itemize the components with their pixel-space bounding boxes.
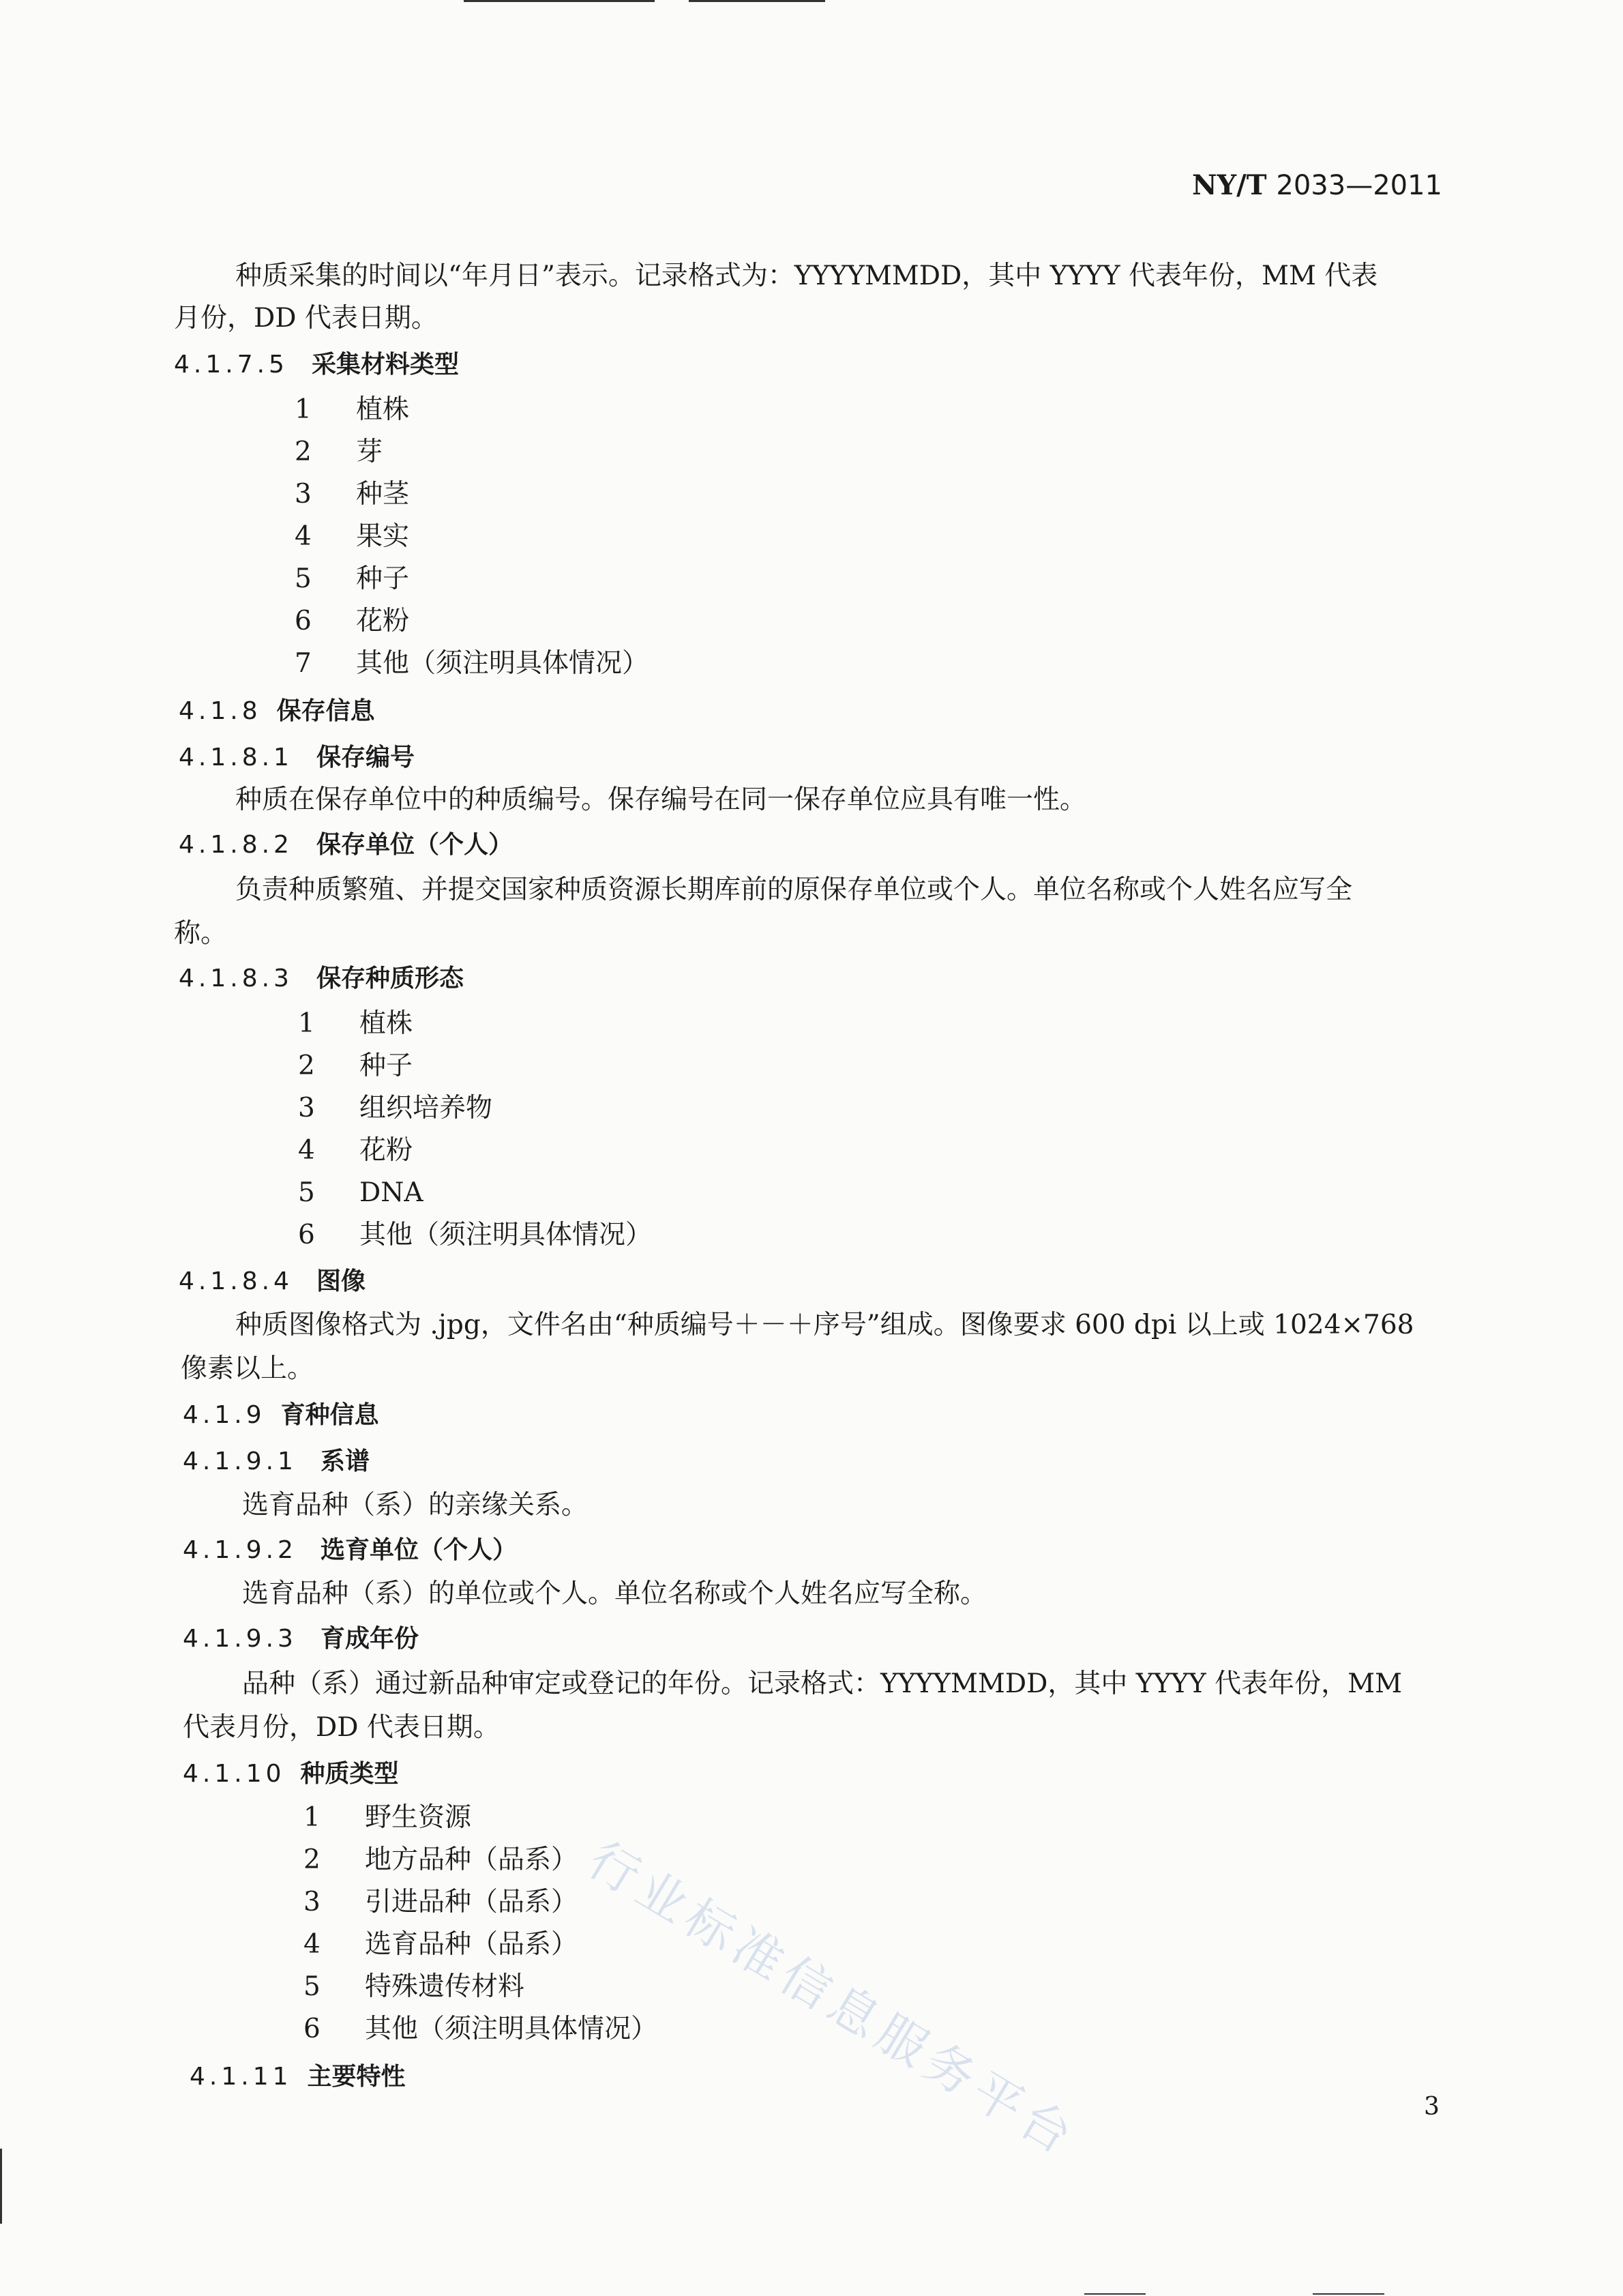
section-heading: 4.1.9.1 系谱: [183, 1447, 370, 1475]
body-text: 选育品种（系）的单位或个人。单位名称或个人姓名应写全称。: [242, 1578, 987, 1609]
body-text: 种质在保存单位中的种质编号。保存编号在同一保存单位应具有唯一性。: [235, 784, 1087, 815]
section-heading: 4.1.9.3 育成年份: [183, 1625, 419, 1653]
section-heading: 4.1.8.2 保存单位（个人）: [179, 831, 513, 859]
body-text: 种质采集的时间以“年月日”表示。记录格式为：YYYYMMDD，其中 YYYY 代表年份，MM 代表: [235, 261, 1378, 291]
section-heading: 4.1.8.4 图像: [179, 1267, 366, 1295]
body-text: 月份，DD 代表日期。: [174, 303, 438, 334]
section-heading: 4.1.8 保存信息: [179, 697, 375, 725]
section-heading: 4.1.9.2 选育单位（个人）: [183, 1536, 517, 1564]
scan-edge-mark: [464, 0, 655, 2]
section-heading: 4.1.11 主要特性: [190, 2063, 406, 2091]
scan-edge-mark: [1084, 2293, 1146, 2295]
list-item: 1 植株: [295, 394, 410, 425]
section-heading: 4.1.8.3 保存种质形态: [179, 965, 464, 992]
section-heading: 4.1.7.5 采集材料类型: [174, 351, 459, 379]
body-text: 负责种质繁殖、并提交国家种质资源长期库前的原保存单位或个人。单位名称或个人姓名应写全: [235, 874, 1353, 905]
section-heading: 4.1.8.1 保存编号: [179, 744, 415, 771]
list-item: 6 其他（须注明具体情况）: [298, 1220, 653, 1250]
list-item: 5 DNA: [298, 1177, 423, 1208]
list-item: 2 芽: [295, 437, 383, 467]
list-item: 2 地方品种（品系）: [303, 1844, 578, 1875]
list-item: 6 其他（须注明具体情况）: [303, 2014, 658, 2044]
body-text: 种质图像格式为 .jpg，文件名由“种质编号＋－＋序号”组成。图像要求 600 dpi 以上或 1024×768: [235, 1310, 1414, 1340]
standard-number: NY/T 2033—2011: [1191, 169, 1442, 201]
list-item: 2 种子: [298, 1050, 413, 1081]
list-item: 5 特殊遗传材料: [303, 1971, 525, 2002]
list-item: 4 果实: [295, 521, 410, 552]
list-item: 7 其他（须注明具体情况）: [295, 648, 649, 679]
list-item: 3 种茎: [295, 479, 410, 510]
body-text: 选育品种（系）的亲缘关系。: [242, 1490, 589, 1520]
list-item: 4 花粉: [298, 1135, 413, 1166]
section-heading: 4.1.9 育种信息: [183, 1401, 379, 1429]
list-item: 3 组织培养物: [298, 1093, 493, 1123]
list-item: 6 花粉: [295, 606, 410, 636]
body-text: 称。: [174, 918, 228, 949]
scan-edge-mark: [689, 0, 825, 2]
watermark-text: 行业标准信息服务平台: [578, 1830, 1088, 2168]
scan-edge-mark: [1313, 2293, 1384, 2295]
body-text: 像素以上。: [181, 1353, 314, 1384]
list-item: 4 选育品种（品系）: [303, 1929, 578, 1960]
section-heading: 4.1.10 种质类型: [183, 1760, 399, 1788]
body-text: 品种（系）通过新品种审定或登记的年份。记录格式：YYYYMMDD，其中 YYYY 代表年份，MM: [242, 1668, 1403, 1699]
scan-edge-mark: [0, 2149, 2, 2224]
list-item: 3 引进品种（品系）: [303, 1887, 578, 1917]
page-number: 3: [1424, 2093, 1440, 2121]
list-item: 1 植株: [298, 1008, 413, 1039]
list-item: 5 种子: [295, 563, 410, 594]
list-item: 1 野生资源: [303, 1802, 472, 1833]
body-text: 代表月份，DD 代表日期。: [183, 1712, 500, 1743]
